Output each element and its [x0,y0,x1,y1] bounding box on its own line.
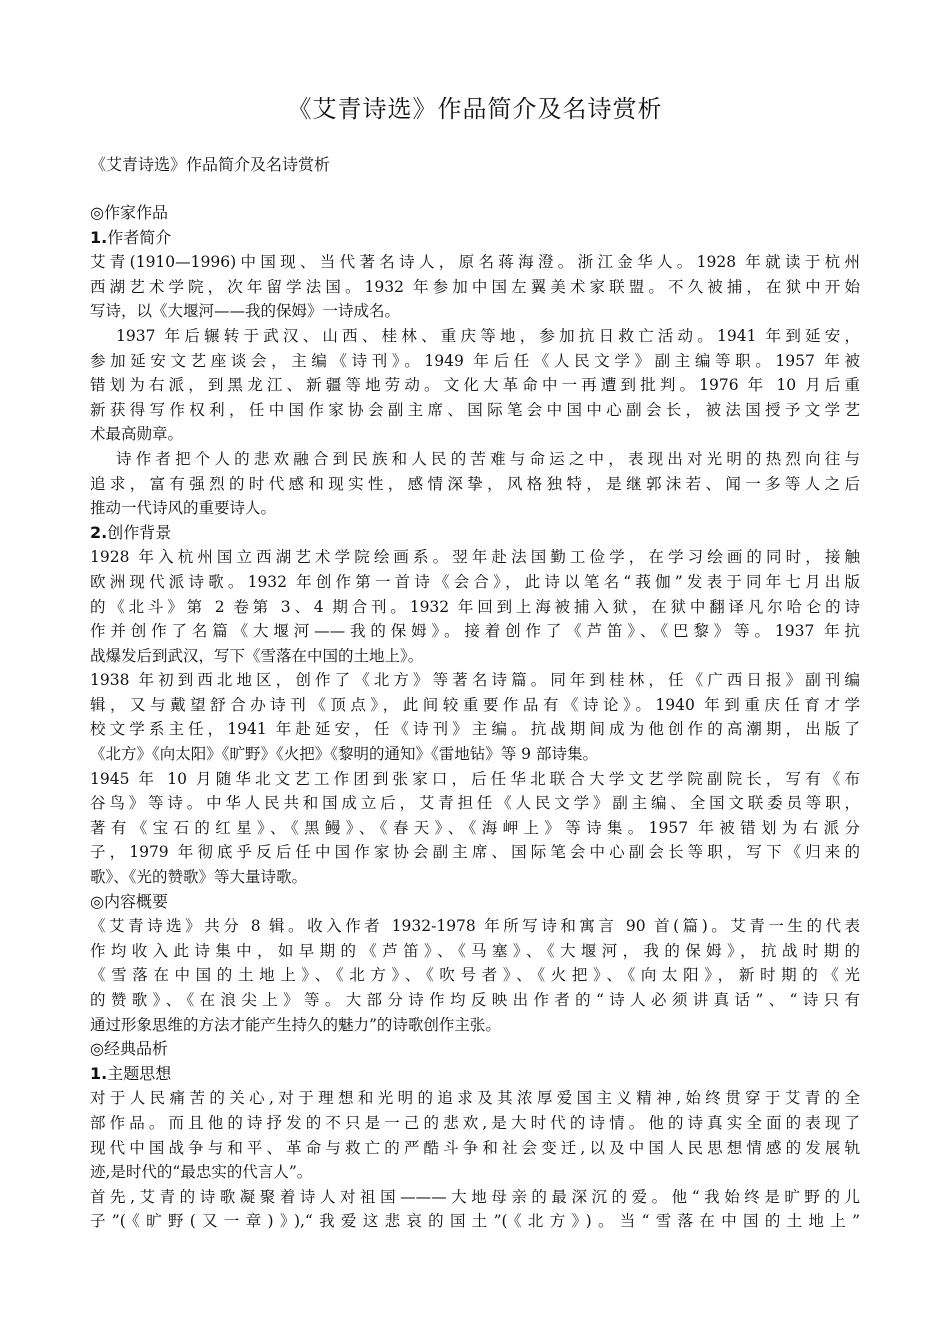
paragraph-line: 参加延安文艺座谈会，主编《诗刊》。1949 年后任《人民文学》副主编等职。1957 年被 [90,351,860,370]
paragraph-line: 作均收入此诗集中，如早期的《芦笛》、《马塞》、《大堰河，我的保姆》，抗战时期的 [90,941,860,960]
paragraph-line: 1937 年后辗转于武汉、山西、桂林、重庆等地，参加抗日救亡活动。1941 年到延安， [116,326,860,345]
paragraph-line: 欧洲现代派诗歌。1932 年创作第一首诗《会合》，此诗以笔名“莪伽”发表于同年七月出版 [90,572,860,591]
paragraph-line: 艾青(1910—1996)中国现、当代著名诗人，原名蒋海澄。浙江金华人。1928 年就读于杭州 [90,253,860,272]
paragraph-line: 子”(《旷野(又一章)》),“我爱这悲哀的国土”(《北方》)。当“雪落在中国的土地上” [90,1212,860,1231]
section-number: 1. [90,227,108,247]
section-heading: ◎作家作品 [90,203,168,222]
paragraph-line: 首先,艾青的诗歌凝聚着诗人对祖国———大地母亲的最深沉的爱。他“我始终是旷野的儿 [90,1187,860,1206]
section-label: 创作背景 [107,522,172,542]
paragraph-line: 《北方》《向太阳》《旷野》《火把》《黎明的通知》《雷地钻》等 9 部诗集。 [90,745,598,764]
paragraph-line: 《艾青诗选》共分 8 辑。收入作者 1932-1978 年所写诗和寓言 90 首(篇)。艾青一生的代表 [90,917,860,936]
paragraph-line: 辑，又与戴望舒合办诗刊《顶点》，此间较重要作品有《诗论》。1940 年到重庆任育才学 [90,695,860,714]
paragraph-line: 著有《宝石的红星》、《黑鳗》、《春天》、《海岬上》等诗集。1957 年被错划为右派分 [90,818,860,837]
section-number: 1. [90,1063,108,1083]
paragraph-line: 现代中国战争与和平、革命与救亡的严酷斗争和社会变迁,以及中国人民思想情感的发展轨 [90,1138,860,1157]
paragraph-line: 1945 年 10 月随华北文艺工作团到张家口，后任华北联合大学文艺学院副院长，写有《布 [90,769,860,788]
paragraph-line: 歌》、《光的赞歌》等大量诗歌。 [90,868,308,887]
paragraph-line: 对于人民痛苦的关心,对于理想和光明的追求及其浓厚爱国主义精神,始终贯穿于艾青的全 [90,1089,860,1108]
section-heading: ◎内容概要 [90,891,168,911]
paragraph-line: 战爆发后到武汉，写下《雪落在中国的土地上》。 [90,646,424,665]
subsection-heading [90,521,860,546]
paragraph-line: 的赞歌》、《在浪尖上》等。大部分诗作均反映出作者的“诗人必须讲真话”、“诗只有 [90,991,860,1009]
paragraph-line: 谷鸟》等诗。中华人民共和国成立后，艾青担任《人民文学》副主编、全国文联委员等职， [90,794,860,813]
paragraph-line: 作并创作了名篇《大堰河——我的保姆》。接着创作了《芦笛》、《巴黎》等。1937 年抗 [90,622,860,641]
paragraph-line: 校文学系主任，1941 年赴延安，任《诗刊》主编。抗战期间成为他创作的高潮期，出版了 [90,720,860,739]
paragraph-line: 术最高勋章。 [90,425,184,444]
paragraph-line: 诗作者把个人的悲欢融合到民族和人民的苦难与命运之中，表现出对光明的热烈向往与 [116,449,860,468]
paragraph-line: 1928 年入杭州国立西湖艺术学院绘画系。翌年赴法国勤工俭学，在学习绘画的同时，接触 [90,548,860,567]
section-number: 2. [90,522,108,542]
subsection-heading [90,226,860,251]
paragraph-line: 的《北斗》第 2 卷第 3、4 期合刊。1932 年回到上海被捕入狱，在狱中翻译凡尔哈仑的诗 [90,597,860,616]
document-body [90,201,860,1234]
section-label: 主题思想 [107,1063,172,1083]
subsection-heading [90,1062,860,1087]
paragraph-line: 推动一代诗风的重要诗人。 [90,499,277,518]
paragraph-line: 追求，富有强烈的时代感和现实性，感情深挚，风格独特，是继郭沫若、闻一多等人之后 [90,474,860,493]
paragraph-line: 错划为右派，到黑龙江、新疆等地劳动。文化大革命中一再遭到批判。1976 年 10 月后重 [90,376,860,395]
paragraph-line: 子，1979 年彻底乎反后任中国作家协会副主席、国际笔会中心副会长等职，写下《归来的 [90,843,860,862]
paragraph-line: 西湖艺术学院，次年留学法国。1932 年参加中国左翼美术家联盟。不久被捕，在狱中开始 [90,277,860,296]
section-label: 作者简介 [107,227,172,247]
document-subtitle: 《艾青诗选》作品简介及名诗赏析 [90,155,331,174]
paragraph-line: 部作品。而且他的诗抒发的不只是一己的悲欢,是大时代的诗情。他的诗真实全面的表现了 [90,1113,860,1132]
section-heading: ◎经典品析 [90,1039,168,1059]
document-title: 《艾青诗选》作品简介及名诗赏析 [287,95,663,123]
paragraph-line: 写诗，以《大堰河——我的保姆》一诗成名。 [90,302,401,321]
paragraph-line: 《雪落在中国的土地上》、《北方》、《吹号者》、《火把》、《向太阳》，新时期的《光 [90,966,860,985]
paragraph-line: 通过形象思维的方法才能产生持久的魅力”的诗歌创作主张。 [90,1015,501,1034]
paragraph-line: 新获得写作权利，任中国作家协会副主席、国际笔会中国中心副会长，被法国授予文学艺 [90,400,860,419]
paragraph-line: 迹,是时代的“最忠实的代言人”。 [90,1163,313,1182]
paragraph-line: 1938 年初到西北地区，创作了《北方》等著名诗篇。同年到桂林，任《广西日报》副刊编 [90,671,860,690]
